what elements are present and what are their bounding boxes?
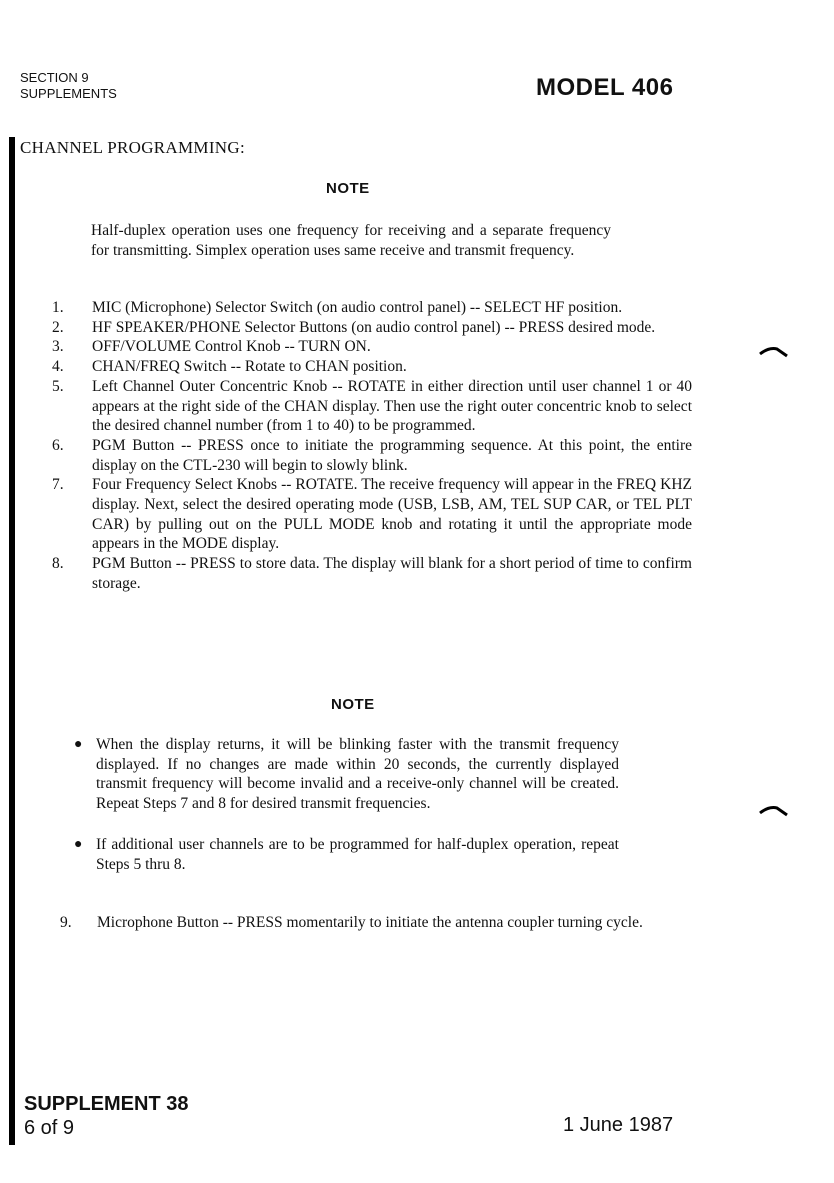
note-heading: NOTE — [326, 180, 370, 197]
step-text: CHAN/FREQ Switch -- Rotate to CHAN position. — [92, 358, 407, 376]
step-text: Four Frequency Select Knobs -- ROTATE. The receive frequency will appear in the FREQ KHZ display. Next, select the desired operating mode (USB, LSB, AM, TEL SUP CAR, or TEL PLT CAR) by pulling out on the PULL MODE knob and rotating it until the appropriate mode appears in the MODE display. — [92, 476, 692, 553]
page-title: CHANNEL PROGRAMMING: — [20, 138, 245, 157]
margin-mark-icon — [759, 803, 789, 817]
step-item — [52, 475, 692, 554]
step-item — [52, 357, 692, 377]
note-text: Half-duplex operation uses one frequency for receiving and a separate frequency for transmitting. Simplex operation uses same receive and transmit frequency. — [91, 222, 611, 259]
step-number: 5. — [52, 377, 64, 395]
page-number: 6 of 9 — [24, 1117, 75, 1139]
step-item — [52, 377, 692, 436]
note-bullet — [74, 835, 619, 874]
step-text: PGM Button -- PRESS to store data. The display will blank for a short period of time to confirm storage. — [92, 555, 692, 592]
step-item — [52, 298, 692, 318]
model-title: MODEL 406 — [536, 74, 674, 101]
step-number: 9. — [60, 914, 72, 931]
bullet-icon: ● — [74, 737, 83, 752]
revision-date: 1 June 1987 — [563, 1114, 674, 1136]
step-text: Microphone Button -- PRESS momentarily to initiate the antenna coupler turning cycle. — [97, 914, 643, 931]
note-bullet-list — [74, 735, 619, 895]
margin-mark-icon — [759, 344, 789, 358]
step-number: 1. — [52, 299, 64, 316]
section-header — [20, 70, 117, 102]
step-number: 7. — [52, 476, 64, 494]
step-item — [52, 337, 692, 357]
section-subtitle: SUPPLEMENTS — [20, 86, 117, 101]
step-text: Left Channel Outer Concentric Knob -- ROTATE in either direction until user channel 1 or 40 appears at the right side of the CHAN display. Then use the right outer concentric knob to select the desired channel number (from 1 to 40) to be programmed. — [92, 377, 692, 435]
step-text: HF SPEAKER/PHONE Selector Buttons (on audio control panel) -- PRESS desired mode. — [92, 318, 656, 336]
step-text: MIC (Microphone) Selector Switch (on audio control panel) -- SELECT HF position. — [92, 299, 623, 316]
bullet-text: When the display returns, it will be blinking faster with the transmit frequency displayed. If no changes are made within 20 seconds, the currently displayed transmit frequency will become invalid and a receive-only channel will be created. Repeat Steps 7 and 8 for desired transmit frequencies. — [96, 736, 619, 813]
step-number: 2. — [52, 318, 64, 336]
bullet-icon: ● — [74, 836, 83, 852]
step-item — [52, 436, 692, 475]
section-label: SECTION 9 — [20, 70, 89, 85]
step-item — [52, 318, 692, 338]
note-bullet — [74, 735, 619, 814]
step-number: 4. — [52, 358, 64, 376]
step-text: OFF/VOLUME Control Knob -- TURN ON. — [92, 338, 371, 356]
step-number: 6. — [52, 436, 64, 454]
procedure-steps — [52, 298, 692, 594]
step-item — [60, 913, 692, 933]
step-number: 3. — [52, 338, 64, 356]
supplement-label: SUPPLEMENT 38 — [24, 1093, 189, 1115]
step-text: PGM Button -- PRESS once to initiate the programming sequence. At this point, the entire display on the CTL-230 will begin to slowly blink. — [92, 436, 692, 474]
step-number: 8. — [52, 555, 64, 573]
bullet-text: If additional user channels are to be programmed for half-duplex operation, repeat Steps 5 thru 8. — [96, 835, 619, 873]
note-heading: NOTE — [331, 696, 375, 713]
step-item — [52, 554, 692, 593]
revision-change-bar — [9, 137, 15, 1145]
